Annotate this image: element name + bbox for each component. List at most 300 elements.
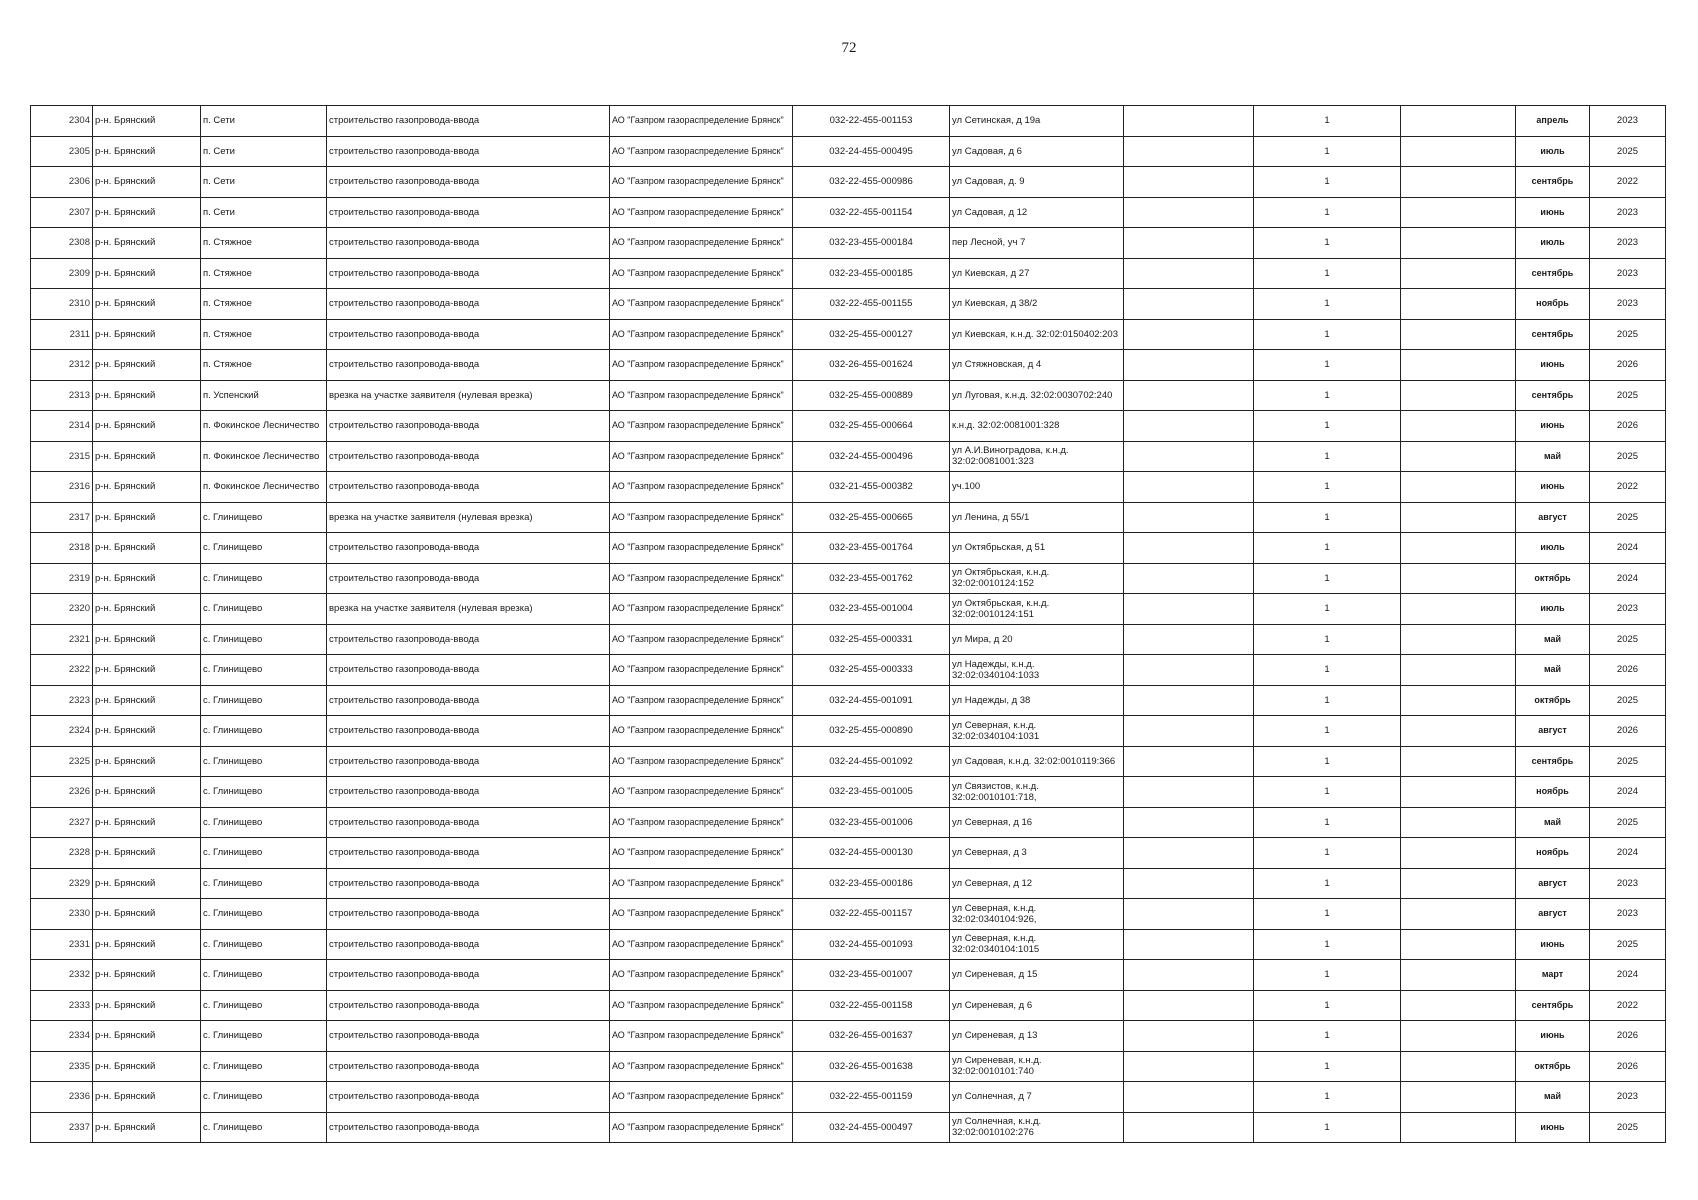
table-row <box>31 319 1666 350</box>
empty-cell <box>1124 929 1254 960</box>
row-number-cell: 2317 <box>31 502 93 533</box>
table-row <box>31 868 1666 899</box>
table-row <box>31 350 1666 381</box>
year-cell: 2023 <box>1590 106 1666 137</box>
quantity-cell: 1 <box>1254 319 1401 350</box>
row-number-cell: 2328 <box>31 838 93 869</box>
registry-table <box>30 105 1666 1143</box>
address-cell: ул Мира, д 20 <box>950 624 1124 655</box>
address-cell: ул Октябрьская, д 51 <box>950 533 1124 564</box>
month-cell: май <box>1516 807 1590 838</box>
table-row <box>31 960 1666 991</box>
empty-cell <box>1124 685 1254 716</box>
organization-cell: АО "Газпром газораспределение Брянск" <box>610 899 793 930</box>
empty-cell <box>1124 289 1254 320</box>
quantity-cell: 1 <box>1254 777 1401 808</box>
region-cell: р-н. Брянский <box>93 472 201 503</box>
address-cell: уч.100 <box>950 472 1124 503</box>
region-cell: р-н. Брянский <box>93 228 201 259</box>
year-cell: 2022 <box>1590 472 1666 503</box>
empty-cell <box>1401 350 1516 381</box>
row-number-cell: 2327 <box>31 807 93 838</box>
empty-cell <box>1124 441 1254 472</box>
empty-cell <box>1401 594 1516 625</box>
application-code-cell: 032-22-455-001154 <box>793 197 950 228</box>
region-cell: р-н. Брянский <box>93 746 201 777</box>
table-row <box>31 1112 1666 1143</box>
month-cell: июнь <box>1516 197 1590 228</box>
address-cell: ул Октябрьская, к.н.д. 32:02:0010124:151 <box>950 594 1124 625</box>
empty-cell <box>1401 533 1516 564</box>
empty-cell <box>1124 899 1254 930</box>
empty-cell <box>1401 167 1516 198</box>
locality-cell: п. Стяжное <box>201 319 327 350</box>
locality-cell: с. Глинищево <box>201 624 327 655</box>
empty-cell <box>1401 1082 1516 1113</box>
year-cell: 2023 <box>1590 594 1666 625</box>
year-cell: 2025 <box>1590 136 1666 167</box>
application-code-cell: 032-24-455-000496 <box>793 441 950 472</box>
row-number-cell: 2312 <box>31 350 93 381</box>
region-cell: р-н. Брянский <box>93 960 201 991</box>
region-cell: р-н. Брянский <box>93 411 201 442</box>
work-type-cell: строительство газопровода-ввода <box>327 716 610 747</box>
application-code-cell: 032-23-455-001004 <box>793 594 950 625</box>
locality-cell: с. Глинищево <box>201 502 327 533</box>
empty-cell <box>1124 533 1254 564</box>
work-type-cell: врезка на участке заявителя (нулевая врезка) <box>327 594 610 625</box>
locality-cell: с. Глинищево <box>201 716 327 747</box>
locality-cell: п. Стяжное <box>201 350 327 381</box>
row-number-cell: 2305 <box>31 136 93 167</box>
work-type-cell: врезка на участке заявителя (нулевая врезка) <box>327 502 610 533</box>
row-number-cell: 2321 <box>31 624 93 655</box>
work-type-cell: строительство газопровода-ввода <box>327 1112 610 1143</box>
region-cell: р-н. Брянский <box>93 197 201 228</box>
address-cell: ул Сетинская, д 19а <box>950 106 1124 137</box>
month-cell: ноябрь <box>1516 777 1590 808</box>
year-cell: 2022 <box>1590 990 1666 1021</box>
application-code-cell: 032-26-455-001638 <box>793 1051 950 1082</box>
application-code-cell: 032-25-455-000333 <box>793 655 950 686</box>
month-cell: август <box>1516 716 1590 747</box>
row-number-cell: 2308 <box>31 228 93 259</box>
year-cell: 2026 <box>1590 1021 1666 1052</box>
application-code-cell: 032-25-455-000889 <box>793 380 950 411</box>
region-cell: р-н. Брянский <box>93 716 201 747</box>
region-cell: р-н. Брянский <box>93 624 201 655</box>
locality-cell: п. Стяжное <box>201 289 327 320</box>
organization-cell: АО "Газпром газораспределение Брянск" <box>610 1051 793 1082</box>
locality-cell: с. Глинищево <box>201 899 327 930</box>
row-number-cell: 2329 <box>31 868 93 899</box>
empty-cell <box>1401 838 1516 869</box>
work-type-cell: строительство газопровода-ввода <box>327 685 610 716</box>
table-row <box>31 1021 1666 1052</box>
region-cell: р-н. Брянский <box>93 136 201 167</box>
address-cell: ул Киевская, д 27 <box>950 258 1124 289</box>
row-number-cell: 2334 <box>31 1021 93 1052</box>
quantity-cell: 1 <box>1254 136 1401 167</box>
quantity-cell: 1 <box>1254 167 1401 198</box>
empty-cell <box>1401 258 1516 289</box>
quantity-cell: 1 <box>1254 289 1401 320</box>
row-number-cell: 2330 <box>31 899 93 930</box>
locality-cell: с. Глинищево <box>201 563 327 594</box>
row-number-cell: 2325 <box>31 746 93 777</box>
month-cell: октябрь <box>1516 685 1590 716</box>
work-type-cell: строительство газопровода-ввода <box>327 655 610 686</box>
quantity-cell: 1 <box>1254 838 1401 869</box>
locality-cell: п. Фокинское Лесничество <box>201 441 327 472</box>
organization-cell: АО "Газпром газораспределение Брянск" <box>610 990 793 1021</box>
month-cell: сентябрь <box>1516 258 1590 289</box>
application-code-cell: 032-22-455-001155 <box>793 289 950 320</box>
year-cell: 2023 <box>1590 1082 1666 1113</box>
organization-cell: АО "Газпром газораспределение Брянск" <box>610 960 793 991</box>
quantity-cell: 1 <box>1254 472 1401 503</box>
locality-cell: с. Глинищево <box>201 990 327 1021</box>
table-row <box>31 472 1666 503</box>
address-cell: ул Киевская, д 38/2 <box>950 289 1124 320</box>
empty-cell <box>1401 807 1516 838</box>
organization-cell: АО "Газпром газораспределение Брянск" <box>610 136 793 167</box>
organization-cell: АО "Газпром газораспределение Брянск" <box>610 350 793 381</box>
work-type-cell: строительство газопровода-ввода <box>327 289 610 320</box>
application-code-cell: 032-25-455-000890 <box>793 716 950 747</box>
work-type-cell: строительство газопровода-ввода <box>327 746 610 777</box>
table-row <box>31 990 1666 1021</box>
empty-cell <box>1124 746 1254 777</box>
application-code-cell: 032-25-455-000127 <box>793 319 950 350</box>
locality-cell: с. Глинищево <box>201 838 327 869</box>
quantity-cell: 1 <box>1254 380 1401 411</box>
quantity-cell: 1 <box>1254 197 1401 228</box>
month-cell: июль <box>1516 594 1590 625</box>
row-number-cell: 2313 <box>31 380 93 411</box>
table-row <box>31 441 1666 472</box>
locality-cell: с. Глинищево <box>201 868 327 899</box>
empty-cell <box>1401 777 1516 808</box>
row-number-cell: 2314 <box>31 411 93 442</box>
year-cell: 2023 <box>1590 258 1666 289</box>
table-row <box>31 411 1666 442</box>
work-type-cell: строительство газопровода-ввода <box>327 441 610 472</box>
work-type-cell: строительство газопровода-ввода <box>327 228 610 259</box>
year-cell: 2023 <box>1590 868 1666 899</box>
address-cell: ул Киевская, к.н.д. 32:02:0150402:203 <box>950 319 1124 350</box>
year-cell: 2023 <box>1590 899 1666 930</box>
organization-cell: АО "Газпром газораспределение Брянск" <box>610 1112 793 1143</box>
table-row <box>31 106 1666 137</box>
row-number-cell: 2306 <box>31 167 93 198</box>
table-row <box>31 1082 1666 1113</box>
table-row <box>31 502 1666 533</box>
row-number-cell: 2326 <box>31 777 93 808</box>
organization-cell: АО "Газпром газораспределение Брянск" <box>610 716 793 747</box>
empty-cell <box>1401 319 1516 350</box>
year-cell: 2025 <box>1590 685 1666 716</box>
year-cell: 2024 <box>1590 960 1666 991</box>
work-type-cell: строительство газопровода-ввода <box>327 319 610 350</box>
application-code-cell: 032-21-455-000382 <box>793 472 950 503</box>
empty-cell <box>1401 746 1516 777</box>
application-code-cell: 032-23-455-001005 <box>793 777 950 808</box>
quantity-cell: 1 <box>1254 929 1401 960</box>
organization-cell: АО "Газпром газораспределение Брянск" <box>610 289 793 320</box>
month-cell: октябрь <box>1516 563 1590 594</box>
work-type-cell: строительство газопровода-ввода <box>327 1021 610 1052</box>
organization-cell: АО "Газпром газораспределение Брянск" <box>610 380 793 411</box>
quantity-cell: 1 <box>1254 807 1401 838</box>
table-row <box>31 655 1666 686</box>
empty-cell <box>1401 380 1516 411</box>
row-number-cell: 2331 <box>31 929 93 960</box>
row-number-cell: 2336 <box>31 1082 93 1113</box>
region-cell: р-н. Брянский <box>93 167 201 198</box>
year-cell: 2023 <box>1590 228 1666 259</box>
quantity-cell: 1 <box>1254 655 1401 686</box>
month-cell: май <box>1516 441 1590 472</box>
year-cell: 2025 <box>1590 929 1666 960</box>
address-cell: ул Солнечная, д 7 <box>950 1082 1124 1113</box>
empty-cell <box>1124 960 1254 991</box>
empty-cell <box>1401 624 1516 655</box>
region-cell: р-н. Брянский <box>93 502 201 533</box>
empty-cell <box>1124 411 1254 442</box>
address-cell: ул Садовая, д 12 <box>950 197 1124 228</box>
table-row <box>31 807 1666 838</box>
year-cell: 2024 <box>1590 777 1666 808</box>
work-type-cell: строительство газопровода-ввода <box>327 1051 610 1082</box>
month-cell: июнь <box>1516 1021 1590 1052</box>
month-cell: сентябрь <box>1516 319 1590 350</box>
month-cell: август <box>1516 899 1590 930</box>
registry-rows <box>31 106 1666 1143</box>
application-code-cell: 032-23-455-001007 <box>793 960 950 991</box>
month-cell: июнь <box>1516 411 1590 442</box>
address-cell: ул Северная, д 3 <box>950 838 1124 869</box>
region-cell: р-н. Брянский <box>93 838 201 869</box>
month-cell: июнь <box>1516 472 1590 503</box>
month-cell: сентябрь <box>1516 380 1590 411</box>
row-number-cell: 2318 <box>31 533 93 564</box>
row-number-cell: 2337 <box>31 1112 93 1143</box>
organization-cell: АО "Газпром газораспределение Брянск" <box>610 472 793 503</box>
empty-cell <box>1124 197 1254 228</box>
address-cell: ул Луговая, к.н.д. 32:02:0030702:240 <box>950 380 1124 411</box>
quantity-cell: 1 <box>1254 624 1401 655</box>
locality-cell: с. Глинищево <box>201 1082 327 1113</box>
application-code-cell: 032-23-455-000186 <box>793 868 950 899</box>
table-row <box>31 746 1666 777</box>
month-cell: июль <box>1516 228 1590 259</box>
row-number-cell: 2324 <box>31 716 93 747</box>
empty-cell <box>1401 685 1516 716</box>
row-number-cell: 2323 <box>31 685 93 716</box>
locality-cell: с. Глинищево <box>201 960 327 991</box>
empty-cell <box>1124 472 1254 503</box>
application-code-cell: 032-24-455-001091 <box>793 685 950 716</box>
organization-cell: АО "Газпром газораспределение Брянск" <box>610 868 793 899</box>
quantity-cell: 1 <box>1254 1021 1401 1052</box>
month-cell: август <box>1516 868 1590 899</box>
row-number-cell: 2332 <box>31 960 93 991</box>
year-cell: 2024 <box>1590 563 1666 594</box>
region-cell: р-н. Брянский <box>93 106 201 137</box>
empty-cell <box>1401 563 1516 594</box>
address-cell: ул Солнечная, к.н.д. 32:02:0010102:276 <box>950 1112 1124 1143</box>
address-cell: ул Надежды, к.н.д. 32:02:0340104:1033 <box>950 655 1124 686</box>
organization-cell: АО "Газпром газораспределение Брянск" <box>610 258 793 289</box>
table-row <box>31 380 1666 411</box>
empty-cell <box>1124 258 1254 289</box>
row-number-cell: 2304 <box>31 106 93 137</box>
address-cell: ул Сиреневая, д 13 <box>950 1021 1124 1052</box>
quantity-cell: 1 <box>1254 533 1401 564</box>
empty-cell <box>1124 106 1254 137</box>
empty-cell <box>1401 441 1516 472</box>
quantity-cell: 1 <box>1254 228 1401 259</box>
work-type-cell: строительство газопровода-ввода <box>327 563 610 594</box>
locality-cell: с. Глинищево <box>201 655 327 686</box>
region-cell: р-н. Брянский <box>93 868 201 899</box>
empty-cell <box>1124 563 1254 594</box>
locality-cell: с. Глинищево <box>201 929 327 960</box>
organization-cell: АО "Газпром газораспределение Брянск" <box>610 807 793 838</box>
month-cell: ноябрь <box>1516 838 1590 869</box>
empty-cell <box>1401 868 1516 899</box>
page-number: 72 <box>841 40 857 56</box>
work-type-cell: строительство газопровода-ввода <box>327 624 610 655</box>
application-code-cell: 032-23-455-001764 <box>793 533 950 564</box>
locality-cell: с. Глинищево <box>201 1021 327 1052</box>
month-cell: ноябрь <box>1516 289 1590 320</box>
row-number-cell: 2307 <box>31 197 93 228</box>
empty-cell <box>1124 1021 1254 1052</box>
region-cell: р-н. Брянский <box>93 929 201 960</box>
address-cell: ул Северная, к.н.д. 32:02:0340104:926, <box>950 899 1124 930</box>
locality-cell: п. Фокинское Лесничество <box>201 411 327 442</box>
locality-cell: с. Глинищево <box>201 777 327 808</box>
empty-cell <box>1401 411 1516 442</box>
month-cell: сентябрь <box>1516 990 1590 1021</box>
address-cell: ул Сиреневая, д 6 <box>950 990 1124 1021</box>
year-cell: 2024 <box>1590 838 1666 869</box>
quantity-cell: 1 <box>1254 1112 1401 1143</box>
empty-cell <box>1401 1112 1516 1143</box>
locality-cell: с. Глинищево <box>201 533 327 564</box>
application-code-cell: 032-25-455-000331 <box>793 624 950 655</box>
empty-cell <box>1124 136 1254 167</box>
empty-cell <box>1124 1112 1254 1143</box>
month-cell: май <box>1516 655 1590 686</box>
table-row <box>31 563 1666 594</box>
address-cell: ул Стяжновская, д 4 <box>950 350 1124 381</box>
quantity-cell: 1 <box>1254 258 1401 289</box>
empty-cell <box>1401 929 1516 960</box>
organization-cell: АО "Газпром газораспределение Брянск" <box>610 624 793 655</box>
row-number-cell: 2320 <box>31 594 93 625</box>
application-code-cell: 032-24-455-000130 <box>793 838 950 869</box>
work-type-cell: строительство газопровода-ввода <box>327 411 610 442</box>
table-row <box>31 929 1666 960</box>
locality-cell: п. Сети <box>201 167 327 198</box>
region-cell: р-н. Брянский <box>93 380 201 411</box>
table-row <box>31 258 1666 289</box>
work-type-cell: строительство газопровода-ввода <box>327 960 610 991</box>
empty-cell <box>1401 106 1516 137</box>
empty-cell <box>1124 868 1254 899</box>
address-cell: ул А.И.Виноградова, к.н.д. 32:02:0081001:323 <box>950 441 1124 472</box>
work-type-cell: строительство газопровода-ввода <box>327 807 610 838</box>
application-code-cell: 032-26-455-001637 <box>793 1021 950 1052</box>
locality-cell: п. Стяжное <box>201 258 327 289</box>
region-cell: р-н. Брянский <box>93 655 201 686</box>
region-cell: р-н. Брянский <box>93 1021 201 1052</box>
month-cell: октябрь <box>1516 1051 1590 1082</box>
region-cell: р-н. Брянский <box>93 594 201 625</box>
quantity-cell: 1 <box>1254 594 1401 625</box>
month-cell: июнь <box>1516 1112 1590 1143</box>
row-number-cell: 2311 <box>31 319 93 350</box>
empty-cell <box>1124 1082 1254 1113</box>
application-code-cell: 032-25-455-000665 <box>793 502 950 533</box>
work-type-cell: строительство газопровода-ввода <box>327 197 610 228</box>
year-cell: 2025 <box>1590 807 1666 838</box>
locality-cell: с. Глинищево <box>201 1051 327 1082</box>
address-cell: ул Северная, д 12 <box>950 868 1124 899</box>
empty-cell <box>1124 807 1254 838</box>
quantity-cell: 1 <box>1254 441 1401 472</box>
table-row <box>31 624 1666 655</box>
locality-cell: с. Глинищево <box>201 807 327 838</box>
quantity-cell: 1 <box>1254 1051 1401 1082</box>
empty-cell <box>1401 502 1516 533</box>
work-type-cell: строительство газопровода-ввода <box>327 258 610 289</box>
quantity-cell: 1 <box>1254 990 1401 1021</box>
address-cell: пер Лесной, уч 7 <box>950 228 1124 259</box>
locality-cell: с. Глинищево <box>201 594 327 625</box>
application-code-cell: 032-23-455-000185 <box>793 258 950 289</box>
region-cell: р-н. Брянский <box>93 777 201 808</box>
year-cell: 2025 <box>1590 624 1666 655</box>
organization-cell: АО "Газпром газораспределение Брянск" <box>610 777 793 808</box>
quantity-cell: 1 <box>1254 563 1401 594</box>
quantity-cell: 1 <box>1254 106 1401 137</box>
region-cell: р-н. Брянский <box>93 441 201 472</box>
address-cell: ул Садовая, д. 9 <box>950 167 1124 198</box>
application-code-cell: 032-23-455-001762 <box>793 563 950 594</box>
work-type-cell: строительство газопровода-ввода <box>327 899 610 930</box>
quantity-cell: 1 <box>1254 899 1401 930</box>
region-cell: р-н. Брянский <box>93 319 201 350</box>
empty-cell <box>1124 167 1254 198</box>
region-cell: р-н. Брянский <box>93 563 201 594</box>
year-cell: 2022 <box>1590 167 1666 198</box>
region-cell: р-н. Брянский <box>93 1112 201 1143</box>
empty-cell <box>1124 624 1254 655</box>
row-number-cell: 2316 <box>31 472 93 503</box>
work-type-cell: строительство газопровода-ввода <box>327 472 610 503</box>
organization-cell: АО "Газпром газораспределение Брянск" <box>610 838 793 869</box>
application-code-cell: 032-24-455-001092 <box>793 746 950 777</box>
quantity-cell: 1 <box>1254 350 1401 381</box>
locality-cell: п. Сети <box>201 106 327 137</box>
quantity-cell: 1 <box>1254 685 1401 716</box>
year-cell: 2026 <box>1590 411 1666 442</box>
region-cell: р-н. Брянский <box>93 533 201 564</box>
